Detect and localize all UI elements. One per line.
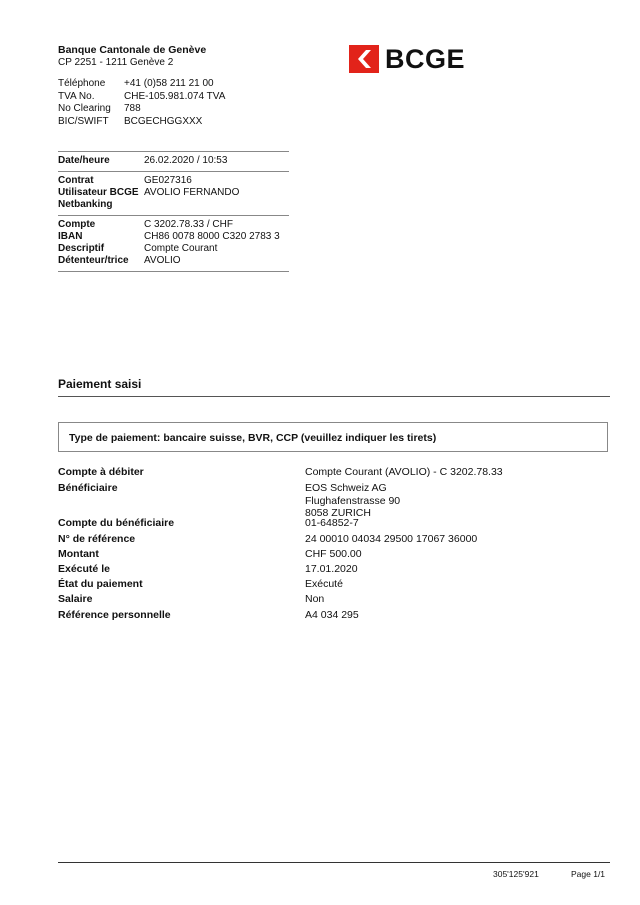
detail-label: N° de référence [58,533,136,545]
meta-value: GE027316 [144,175,192,186]
bcge-logo [349,45,465,73]
meta-value: AVOLIO [144,255,181,266]
detail-value: Exécuté [305,578,343,590]
detail-value-line: 8058 ZURICH [305,507,371,519]
detail-value: CHF 500.00 [305,548,362,560]
bcge-logo-text: BCGE [385,44,466,74]
meta-label: Descriptif [58,243,105,254]
bank-address: CP 2251 - 1211 Genève 2 [58,57,174,68]
footer-divider [58,862,610,863]
bcge-logo-mark-icon [349,45,379,73]
detail-value: 17.01.2020 [305,563,358,575]
meta-label: Date/heure [58,155,110,166]
contact-label: BIC/SWIFT [58,115,109,127]
contact-row-bic [58,116,225,129]
detail-value: 01-64852-7 [305,517,359,529]
meta-label: Netbanking [58,199,113,210]
meta-value: Compte Courant [144,243,218,254]
contact-row-vat [58,91,225,104]
detail-label: Compte du bénéficiaire [58,517,175,529]
detail-value-line: Flughafenstrasse 90 [305,494,401,507]
meta-value: C 3202.78.33 / CHF [144,219,233,230]
bank-name: Banque Cantonale de Genève [58,44,207,56]
section-title: Paiement saisi [58,377,142,391]
meta-label: IBAN [58,231,83,242]
meta-account-block [58,216,289,271]
document-number: 305'125'921 [493,869,539,879]
page-number: Page 1/1 [571,869,606,879]
meta-label: Détenteur/trice [58,255,129,266]
detail-value: Non [305,593,325,605]
detail-value: 24 00010 04034 29500 17067 36000 [305,533,478,545]
payment-type-text: Type de paiement: bancaire suisse, BVR, CCP (veuillez indiquer les tirets) [69,432,437,444]
meta-value: CH86 0078 8000 C320 2783 3 [144,231,280,242]
contact-row-phone [58,78,225,91]
detail-value: A4 034 295 [305,609,359,621]
detail-value [305,482,400,520]
contact-value: +41 (0)58 211 21 00 [124,78,214,89]
meta-value: 26.02.2020 / 10:53 [144,155,228,166]
contact-value: CHE-105.981.074 TVA [124,90,226,102]
detail-label: Référence personnelle [58,609,171,621]
meta-table [58,151,289,272]
meta-label: Compte [58,219,96,230]
detail-label: Salaire [58,593,93,605]
detail-label: Exécuté le [58,563,110,575]
contact-label: TVA No. [58,90,95,102]
bank-contact-block [58,78,225,128]
detail-value-line: EOS Schweiz AG [305,482,387,494]
payment-type-box [58,422,608,452]
contact-row-clearing [58,103,225,116]
meta-date-block [58,152,289,171]
section-divider [58,396,610,397]
detail-label: Bénéficiaire [58,482,118,494]
contact-value: 788 [124,103,141,114]
detail-label: Compte à débiter [58,466,144,478]
contact-label: No Clearing [58,103,111,114]
contact-label: Téléphone [58,78,106,89]
detail-value: Compte Courant (AVOLIO) - C 3202.78.33 [305,466,503,478]
meta-label: Contrat [58,175,94,186]
detail-label: État du paiement [58,578,143,590]
meta-value: AVOLIO FERNANDO [144,187,240,198]
contact-value: BCGECHGGXXX [124,115,203,127]
meta-label: Utilisateur BCGE [58,187,139,198]
detail-label: Montant [58,548,99,560]
meta-contract-block [58,172,289,215]
